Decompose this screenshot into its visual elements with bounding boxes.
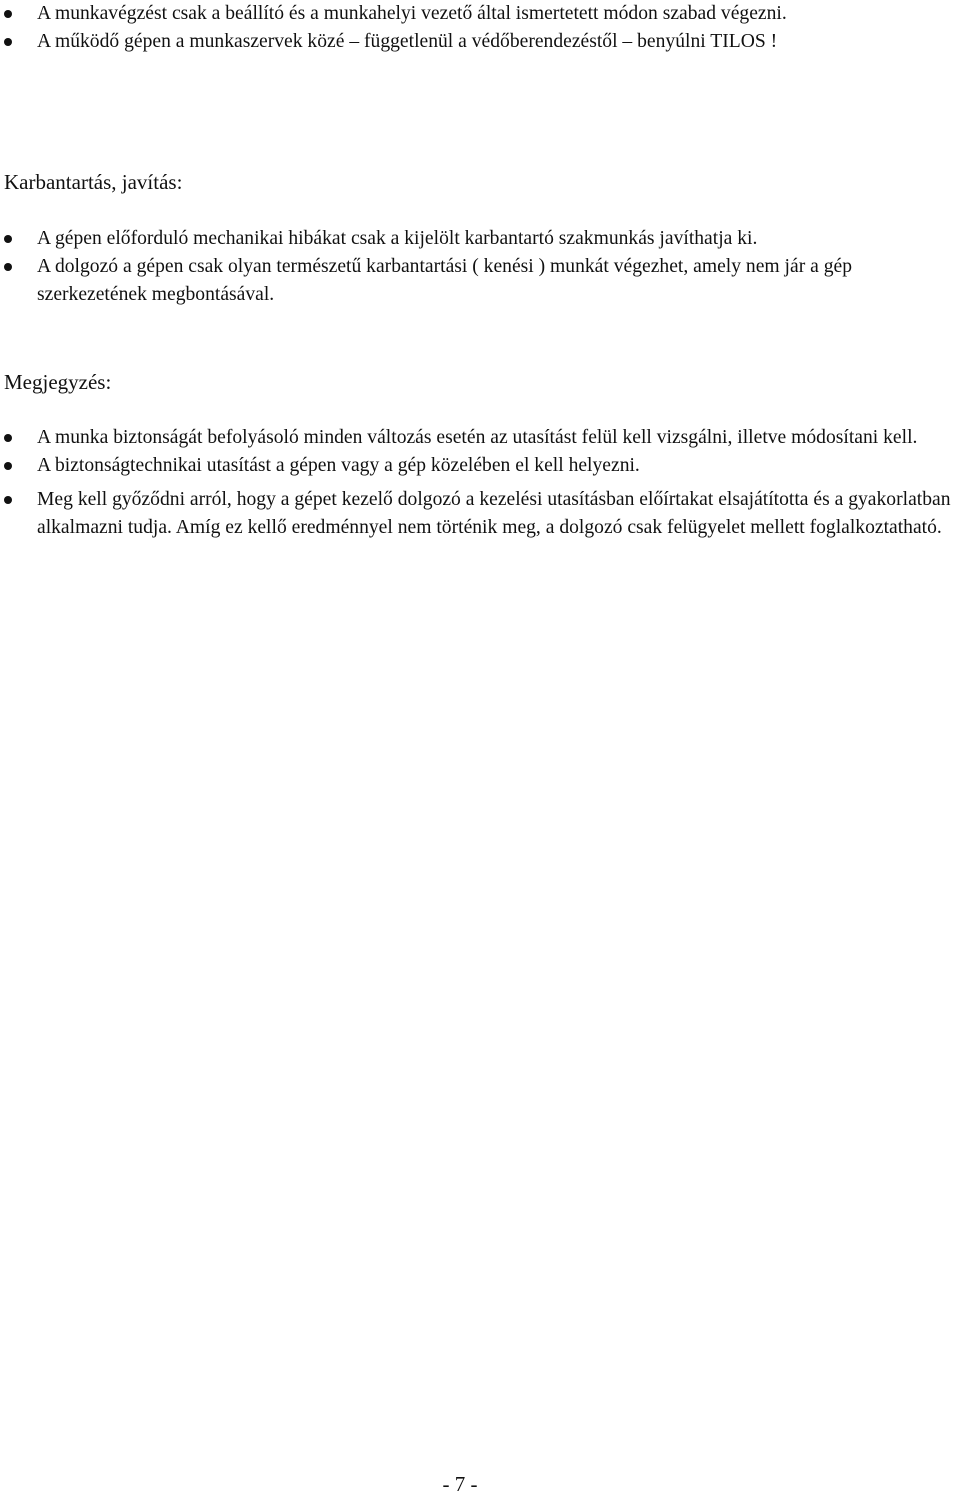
note-heading: Megjegyzés:: [4, 370, 112, 394]
bullet-icon: [4, 38, 12, 46]
list-item-text: A munka biztonságát befolyásoló minden változás esetén az utasítást felül kell vizsgálni, illetve módosítani kell.: [37, 427, 918, 448]
list-item: [0, 225, 960, 253]
intro-section: [0, 0, 960, 56]
list-item-text: A gépen előforduló mechanikai hibákat csak a kijelölt karbantartó szakmunkás javíthatja ki.: [37, 228, 758, 249]
note-section: [0, 424, 960, 542]
bullet-icon: [4, 235, 12, 243]
list-item: [0, 452, 960, 480]
maintenance-section: [0, 225, 960, 309]
maintenance-heading: Karbantartás, javítás:: [4, 170, 183, 194]
list-item: [0, 28, 960, 56]
list-item-text: Meg kell győződni arról, hogy a gépet kezelő dolgozó a kezelési utasításban előírtakat elsajátította és a gyakorlatban alkalmazni tudja. Amíg ez kellő eredménnyel nem történik meg, a dolgozó csak felügyelet mellett foglalkoztatható.: [37, 489, 951, 538]
bullet-icon: [4, 263, 12, 271]
note-list: [0, 424, 960, 542]
maintenance-list: [0, 225, 960, 309]
list-item: [0, 424, 960, 452]
bullet-icon: [4, 10, 12, 18]
bullet-icon: [4, 434, 12, 442]
list-item: [0, 486, 960, 542]
list-item-text: A működő gépen a munkaszervek közé – függetlenül a védőberendezéstől – benyúlni TILOS !: [37, 31, 778, 52]
intro-list: [0, 0, 960, 56]
bullet-icon: [4, 496, 12, 504]
page-number: - 7 -: [442, 1472, 478, 1496]
list-item-text: A biztonságtechnikai utasítást a gépen vagy a gép közelében el kell helyezni.: [37, 455, 640, 476]
list-item-text: A dolgozó a gépen csak olyan természetű karbantartási ( kenési ) munkát végezhet, amely nem jár a gép szerkezetének megbontásával.: [37, 256, 852, 305]
list-item: [0, 0, 960, 28]
bullet-icon: [4, 462, 12, 470]
list-item-text: A munkavégzést csak a beállító és a munkahelyi vezető által ismertetett módon szabad végezni.: [37, 3, 787, 24]
list-item: [0, 253, 960, 309]
